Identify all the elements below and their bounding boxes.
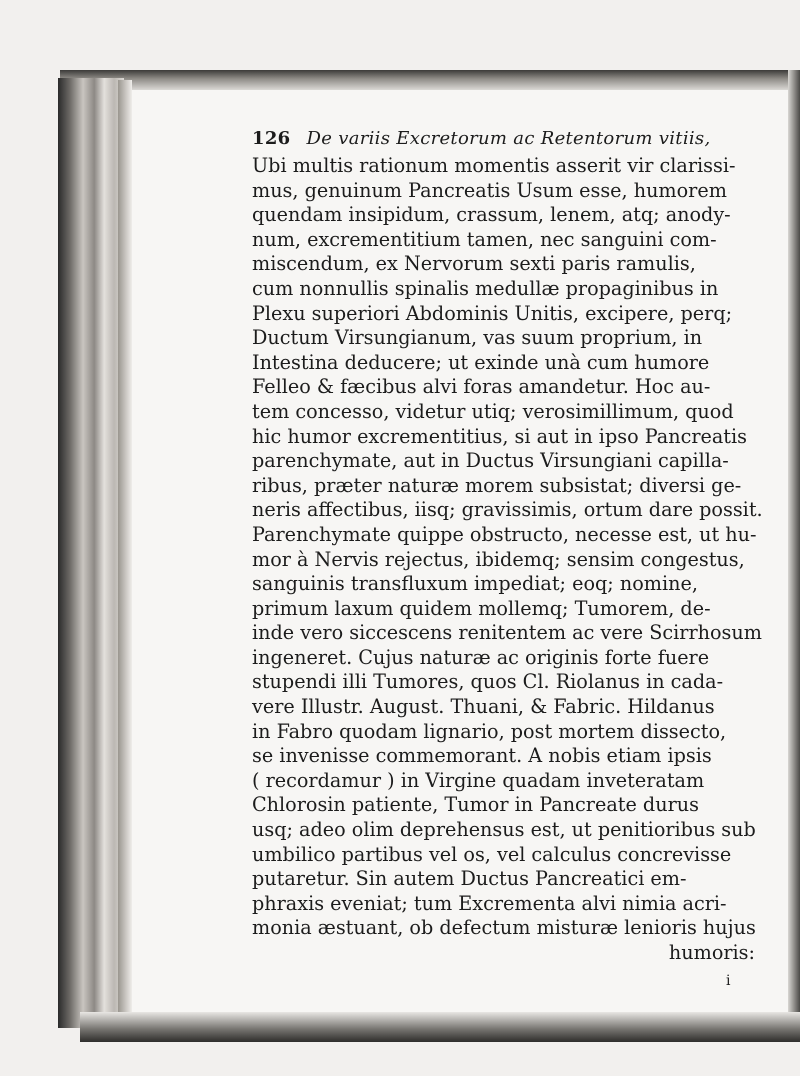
text-line: num, excrementitium tamen, nec sanguini com- xyxy=(252,227,717,251)
text-line: Intestina deducere; ut exinde unà cum humore xyxy=(252,350,710,374)
signature-mark: i xyxy=(726,973,731,989)
gutter-edge xyxy=(118,80,132,1028)
text-line: umbilico partibus vel os, vel calculus concrevisse xyxy=(252,842,732,866)
text-line: ingeneret. Cujus naturæ ac originis forte fuere xyxy=(252,645,710,669)
text-line: Ductum Virsungianum, vas suum proprium, in xyxy=(252,326,703,350)
text-line: phraxis eveniat; tum Excrementa alvi nimia acri- xyxy=(252,891,727,915)
text-line: monia æstuant, ob defectum misturæ lenioris hujus xyxy=(252,916,756,940)
bottom-page-shadow xyxy=(80,1012,800,1042)
right-page-edge xyxy=(788,70,800,1040)
text-line: putaretur. Sin autem Ductus Pancreatici em- xyxy=(252,867,687,891)
text-line: stupendi illi Tumores, quos Cl. Riolanus in cada- xyxy=(252,670,724,694)
catchword-line: humoris: xyxy=(668,941,755,964)
text-line: miscendum, ex Nervorum sexti paris ramulis, xyxy=(252,252,696,276)
text-line: primum laxum quidem mollemq; Tumorem, de- xyxy=(252,596,711,620)
page-text-block xyxy=(252,124,787,989)
running-header xyxy=(252,124,787,154)
text-line: parenchymate, aut in Ductus Virsungiani capilla- xyxy=(252,449,729,473)
text-line: ribus, præter naturæ morem subsistat; diversi ge- xyxy=(252,473,742,497)
text-line: vere Illustr. August. Thuani, & Fabric. Hildanus xyxy=(252,695,715,719)
text-line: sanguinis transfluxum impediat; eoq; nomine, xyxy=(252,572,698,596)
text-line: tem concesso, videtur utiq; verosimillimum, quod xyxy=(252,399,734,423)
text-line: se invenisse commemorant. A nobis etiam ipsis xyxy=(252,744,712,768)
text-line: hic humor excrementitius, si aut in ipso Pancreatis xyxy=(252,424,747,448)
text-line: Chlorosin patiente, Tumor in Pancreate durus xyxy=(252,793,699,817)
top-page-shadow xyxy=(60,70,800,92)
text-line: mor à Nervis rejectus, ibidemq; sensim congestus, xyxy=(252,547,745,571)
body-text xyxy=(252,154,787,966)
text-line: Felleo & fæcibus alvi foras amandetur. Hoc au- xyxy=(252,375,711,399)
text-line: Plexu superiori Abdominis Unitis, excipere, perq; xyxy=(252,301,733,325)
text-line: Ubi multis rationum momentis asserit vir clarissi- xyxy=(252,154,736,177)
text-line: cum nonnullis spinalis medullæ propaginibus in xyxy=(252,276,719,300)
running-head-title: De variis Excretorum ac Retentorum vitiis, xyxy=(306,128,711,149)
page-number: 126 xyxy=(252,128,291,149)
text-line: Parenchymate quippe obstructo, necesse est, ut hu- xyxy=(252,522,757,546)
text-line: in Fabro quodam lignario, post mortem dissecto, xyxy=(252,719,727,743)
text-line: ( recordamur ) in Virgine quadam inveteratam xyxy=(252,768,705,792)
text-line: mus, genuinum Pancreatis Usum esse, humorem xyxy=(252,178,727,202)
text-line: usq; adeo olim deprehensus est, ut penitioribus sub xyxy=(252,818,756,842)
text-line: neris affectibus, iisq; gravissimis, ortum dare possit. xyxy=(252,498,763,522)
text-line: inde vero siccescens renitentem ac vere Scirrhosum xyxy=(252,621,762,645)
text-line: quendam insipidum, crassum, lenem, atq; anody- xyxy=(252,203,731,227)
book-binding-gutter xyxy=(58,78,124,1028)
